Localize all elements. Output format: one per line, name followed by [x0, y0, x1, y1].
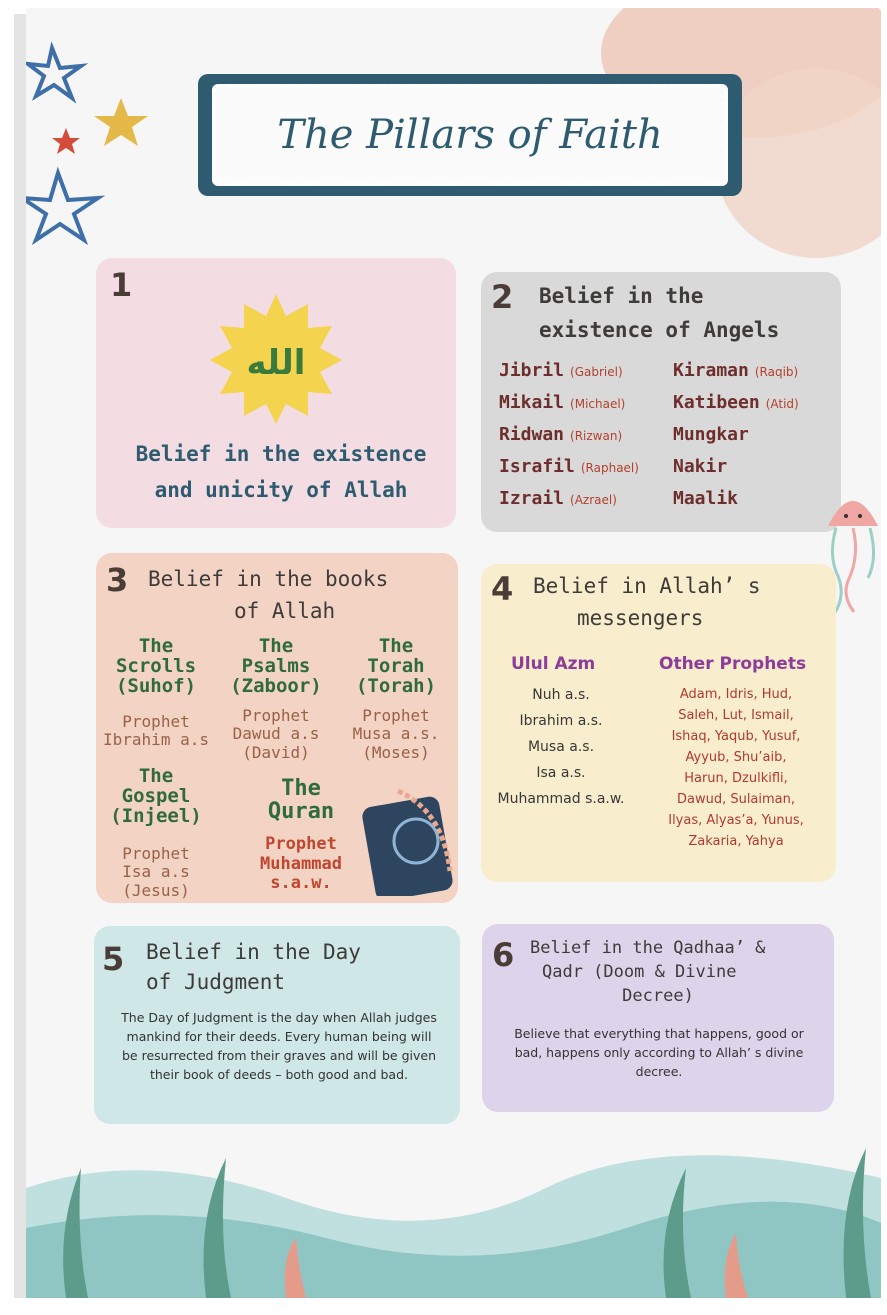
starfish-icon: [52, 128, 80, 154]
seabed-decor: [26, 1128, 881, 1298]
pillar-heading-line1: Belief in the: [539, 284, 704, 308]
angel-name: [499, 456, 639, 477]
book-prophet: Prophet Dawud a.s (David): [232, 706, 320, 762]
book-title: The Quran: [267, 776, 335, 825]
pillar-heading-line2: of Allah: [234, 599, 336, 623]
ulul-azm-list: Nuh a.s. Ibrahim a.s. Musa a.s. Isa a.s. Muhammad s.a.w.: [497, 687, 625, 807]
angel-name-text: Izrail: [499, 488, 565, 509]
book-title: The Torah (Torah): [355, 635, 437, 697]
angel-name-text: Ridwan: [499, 424, 565, 445]
angel-name: [673, 392, 799, 413]
book-prophet: Prophet Musa a.s. (Moses): [352, 706, 440, 762]
quran-book-icon: [358, 781, 468, 896]
angel-alt-name: (Raphael): [580, 461, 639, 475]
pillar-number: 2: [491, 278, 514, 316]
angel-name-text: Kiraman: [673, 360, 749, 381]
angel-name-text: Mungkar: [673, 424, 749, 445]
angel-name: [673, 360, 798, 381]
book-prophet: Prophet Ibrahim a.s: [103, 712, 209, 750]
pillar-number: 4: [491, 570, 514, 608]
angel-name-text: Maalik: [673, 488, 739, 509]
angel-name: [673, 488, 738, 509]
angel-alt-name: (Michael): [570, 397, 626, 411]
pillar-heading-line2: Qadr (Doom & Divine: [542, 962, 737, 982]
angel-name: [673, 424, 749, 445]
angel-name-text: Jibril: [499, 360, 565, 381]
pillar-number: 1: [110, 266, 133, 304]
allah-calligraphy: الله: [246, 343, 306, 383]
pillar-card-5: [94, 926, 460, 1124]
book-prophet: Prophet Isa a.s (Jesus): [122, 844, 190, 900]
other-prophets-heading: Other Prophets: [659, 654, 807, 674]
other-prophets-list: Adam, Idris, Hud, Saleh, Lut, Ismail, Ishaq, Yaqub, Yusuf, Ayyub, Shu’aib, Harun, Dzulkifli, Dawud, Sulaiman, Ilyas, Alyas’a, Yunus, Zakaria, Yahya: [668, 687, 804, 849]
angel-name-text: Mikail: [499, 392, 565, 413]
book-title: The Scrolls (Suhof): [115, 635, 197, 697]
pillar-heading-line1: Belief in the books: [148, 567, 389, 591]
starfish-icon: [28, 48, 81, 98]
pillar-heading-line2: messengers: [577, 606, 704, 630]
pillar-heading-line2: of Judgment: [146, 970, 286, 994]
pillar-text: Belief in the existence and unicity of Allah: [135, 442, 427, 502]
angel-name-text: Nakir: [673, 456, 728, 477]
book-title: The Psalms (Zaboor): [230, 635, 322, 697]
starfish-decor: [26, 28, 166, 248]
angel-name: [499, 424, 622, 445]
starfish-icon: [26, 173, 98, 240]
angel-name: [499, 360, 623, 381]
angel-alt-name: (Gabriel): [570, 365, 623, 379]
angel-name-text: Katibeen: [673, 392, 760, 413]
angel-name: [499, 392, 625, 413]
pillar-heading-line1: Belief in the Qadhaa’ &: [530, 938, 766, 958]
pillar-number: 6: [492, 936, 515, 974]
title-frame: [212, 84, 728, 186]
pillar-description: The Day of Judgment is the day when Allah judges mankind for their deeds. Every human being will be resurrected from their graves and will be given their book of deeds – both good and bad.: [121, 1010, 437, 1082]
pillar-heading-line1: Belief in Allah’ s: [533, 574, 761, 598]
angel-name-text: Israfil: [499, 456, 575, 477]
sun-emblem-icon: [206, 294, 346, 424]
book-title: The Gospel (Injeel): [110, 765, 202, 827]
angel-name: [673, 456, 727, 477]
pillar-heading-line2: existence of Angels: [539, 318, 780, 342]
angel-alt-name: (Azrael): [570, 493, 617, 507]
title-banner: [198, 74, 742, 196]
angel-alt-name: (Atid): [765, 397, 799, 411]
pillar-description: Believe that everything that happens, good or bad, happens only according to Allah’ s divine decree.: [514, 1026, 804, 1079]
starfish-icon: [94, 98, 148, 146]
pillar-card-2: [481, 272, 841, 532]
pillar-card-4: [481, 564, 836, 882]
poster-title: The Pillars of Faith: [277, 112, 663, 158]
pillar-number: 5: [102, 940, 125, 978]
pillar-heading-line1: Belief in the Day: [146, 940, 361, 964]
pillar-card-1: [96, 258, 456, 528]
pillar-heading-line3: Decree): [622, 986, 694, 1006]
pillar-card-6: [482, 924, 834, 1112]
poster: [26, 8, 881, 1298]
pillar-card-3: [96, 553, 458, 903]
angel-name: [499, 488, 617, 509]
angel-alt-name: (Raqib): [754, 365, 799, 379]
pillar-number: 3: [106, 561, 129, 599]
book-prophet: Prophet Muhammad s.a.w.: [260, 834, 342, 894]
ulul-azm-heading: Ulul Azm: [511, 654, 596, 674]
angel-alt-name: (Rizwan): [570, 429, 623, 443]
